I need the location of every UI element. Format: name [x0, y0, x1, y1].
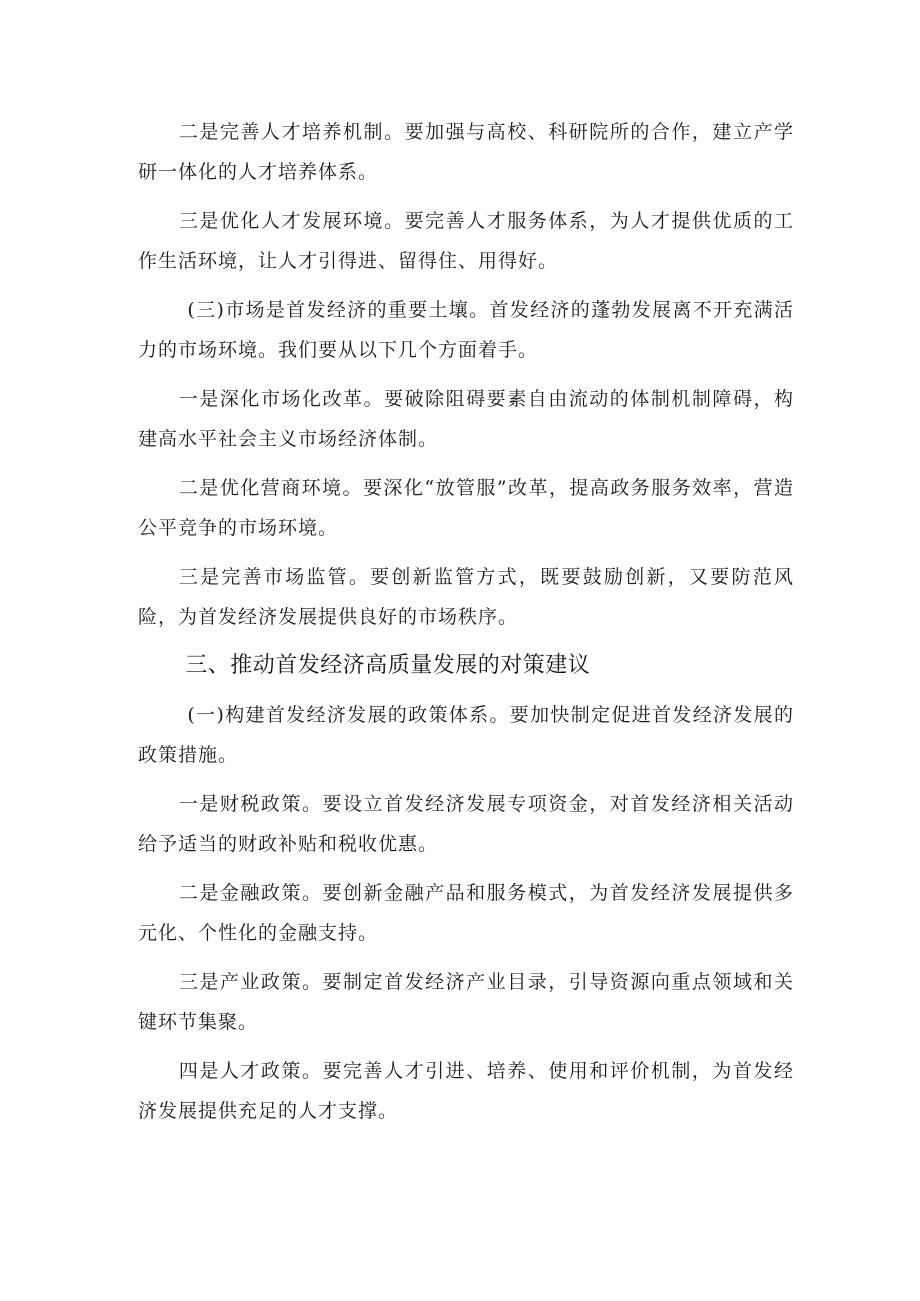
paragraph-market-supervision: 三是完善市场监管。要创新监管方式，既要鼓励创新，又要防范风险，为首发经济发展提供良好的市场秩序。: [138, 566, 794, 628]
paragraph-financial-policy: 二是金融政策。要创新金融产品和服务模式，为首发经济发展提供多元化、个性化的金融支持。: [138, 882, 794, 944]
paragraph-talent-training: 二是完善人才培养机制。要加强与高校、科研院所的合作，建立产学研一体化的人才培养体系。: [138, 121, 794, 183]
document-body: [138, 112, 794, 1140]
paragraph-market-section: (三)市场是首发经济的重要土壤。首发经济的蓬勃发展离不开充满活力的市场环境。我们要从以下几个方面着手。: [138, 299, 794, 361]
section-heading: 三、推动首发经济高质量发展的对策建议: [185, 653, 591, 678]
paragraph-policy-system: (一)构建首发经济发展的政策体系。要加快制定促进首发经济发展的政策措施。: [138, 704, 794, 766]
paragraph-business-environment: 二是优化营商环境。要深化“放管服”改革，提高政务服务效率，营造公平竞争的市场环境。: [138, 477, 794, 539]
paragraph-fiscal-policy: 一是财税政策。要设立首发经济发展专项资金，对首发经济相关活动给予适当的财政补贴和税收优惠。: [138, 793, 794, 855]
paragraph-talent-environment: 三是优化人才发展环境。要完善人才服务体系，为人才提供优质的工作生活环境，让人才引得进、留得住、用得好。: [138, 210, 794, 272]
paragraph-market-reform: 一是深化市场化改革。要破除阻碍要素自由流动的体制机制障碍，构建高水平社会主义市场经济体制。: [138, 388, 794, 450]
paragraph-industrial-policy: 三是产业政策。要制定首发经济产业目录，引导资源向重点领域和关键环节集聚。: [138, 971, 794, 1033]
paragraph-talent-policy: 四是人才政策。要完善人才引进、培养、使用和评价机制，为首发经济发展提供充足的人才支撑。: [138, 1060, 794, 1122]
